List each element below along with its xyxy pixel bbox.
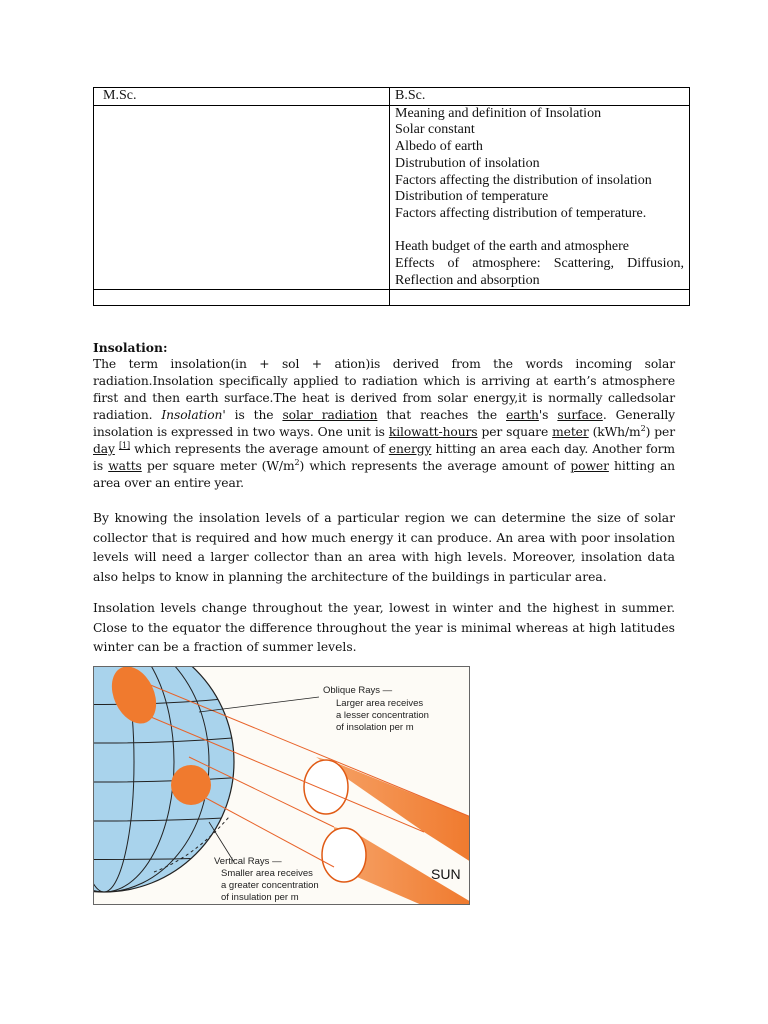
vertical-label-line: Smaller area receives [221,868,313,879]
text-run: which represents the average amount of [130,442,389,456]
syllabus-table [93,87,690,306]
insolation-diagram [93,666,470,905]
text-run: that reaches the [377,408,507,422]
oblique-label-line: of insolation per m [336,722,414,733]
topics-row [94,105,690,290]
text-run: per square meter (W/m [141,459,295,473]
msc-header: M.Sc. [103,88,137,103]
text-run: The term insolation(in + sol + ation)is derived from the words incoming solar radiation.Insolation specifically applied to radiation which is arriving at earth’s atmosphere first and then earth surface.The heat is derived from solar energy,it is normally calledsolar radiation. [93,357,675,422]
bsc-topic: Effects of atmosphere: Scattering, Diffusion, [395,256,684,272]
bsc-topic: Meaning and definition of Insolation [395,105,602,121]
link-meter[interactable]: meter [552,425,589,439]
table-header-row [94,88,690,106]
link-solar-radiation[interactable]: solar radiation [282,408,378,422]
msc-header-cell [94,88,390,106]
link-watts[interactable]: watts [108,459,142,473]
vertical-label-line: a greater concentration [221,880,319,891]
blank-line [395,223,684,240]
link-power[interactable]: power [570,459,609,473]
italic-term: Insolation' [161,408,226,422]
bsc-topic: Distrubution of insolation [395,155,540,171]
oblique-label-line: Oblique Rays — [323,685,393,696]
text-run: ) per [645,425,675,439]
bsc-topic: Reflection and absorption [395,272,540,288]
superscript: 2 [640,423,646,433]
text-run: ) which represents the average amount of [299,459,571,473]
bsc-topic: Albedo of earth [395,139,483,155]
bsc-topic: Distribution of temperature [395,189,549,205]
link-earth[interactable]: earth [506,408,539,422]
seasonal-paragraph: Insolation levels change throughout the year, lowest in winter and the highest in summer. Close to the equator the difference throughout the year is minimal whereas at high latitudes winter can be a fraction of summer levels. [93,601,675,654]
vertical-label-line: of insulation per m [221,892,299,903]
text-run: per square [477,425,553,439]
msc-topics-cell [94,105,390,290]
empty-row [94,290,690,306]
link-day[interactable]: day [93,442,115,456]
insolation-diagram-svg [94,667,470,905]
oblique-label-line: Larger area receives [336,698,424,709]
bsc-topics-cell [390,105,690,290]
bsc-header-cell [390,88,690,106]
bsc-topic: Heath budget of the earth and atmosphere [395,239,630,255]
link-surface[interactable]: surface [557,408,603,422]
vertical-spot [171,765,211,805]
collector-paragraph: By knowing the insolation levels of a particular region we can determine the size of solar collector that is required and how much energy it can produce. An area with poor insolation levels will need a larger collector than an area with high levels. Moreover, insolation data also helps to know in planning the architecture of the buildings in particular area. [93,511,675,584]
empty-cell [94,290,390,306]
section-heading: Insolation: [93,340,168,355]
bsc-topic: Factors affecting distribution of temperature. [395,205,647,221]
bsc-header: B.Sc. [395,88,426,103]
empty-cell [390,290,690,306]
definition-paragraph [93,356,675,492]
text-run: (kWh/m [588,425,641,439]
text-run: is the [225,408,283,422]
superscript: 2 [294,457,300,467]
bsc-topic: Factors affecting the distribution of insolation [395,172,652,188]
text-run: . Generally insolation is expressed in two ways. One unit is [93,408,676,439]
link-kilowatt-hours[interactable]: kilowatt-hours [388,425,478,439]
text-run: 's [538,408,558,422]
beam-disk-lower [322,828,366,882]
reference-link[interactable]: [1] [118,440,131,450]
link-energy[interactable]: energy [388,442,432,456]
beam-disk-upper [304,760,348,814]
bsc-topic: Solar constant [395,122,475,138]
text-run: hitting an area over an entire year. [93,459,675,490]
vertical-label-line: Vertical Rays — [214,856,282,867]
sun-label: SUN [431,866,461,882]
text-run: hitting an area each day. Another form is [93,442,675,473]
insolation-section [93,339,675,658]
oblique-label-line: a lesser concentration [336,710,429,721]
